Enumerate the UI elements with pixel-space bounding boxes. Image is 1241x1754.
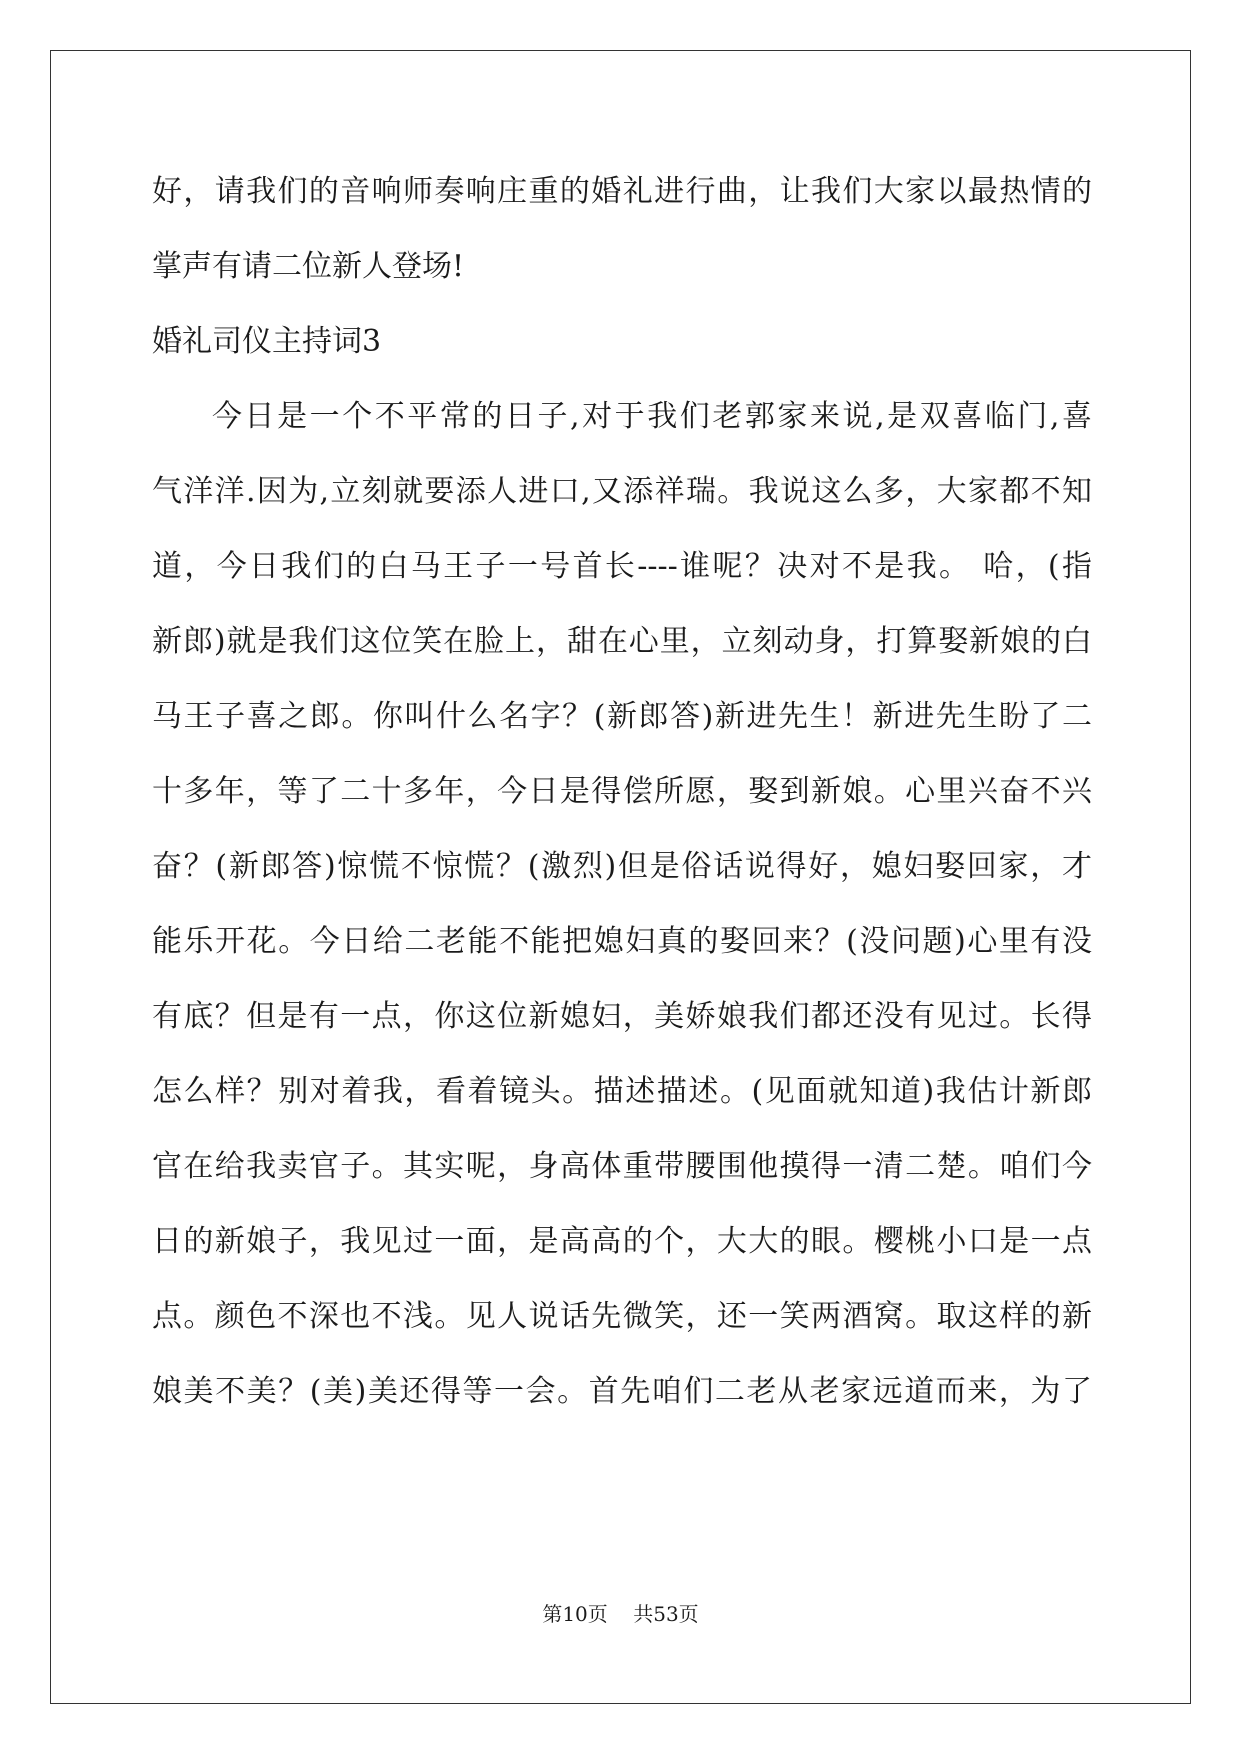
text-line: 气洋洋.因为,立刻就要添人进口,又添祥瑞。我说这么多，大家都不知: [152, 474, 1092, 509]
text-line: 有底？但是有一点，你这位新媳妇，美娇娘我们都还没有见过。长得: [152, 999, 1092, 1034]
text-line: 十多年，等了二十多年，今日是得偿所愿，娶到新娘。心里兴奋不兴: [152, 774, 1092, 809]
text-line: 官在给我卖官子。其实呢，身高体重带腰围他摸得一清二楚。咱们今: [152, 1149, 1092, 1184]
text-line: 好，请我们的音响师奏响庄重的婚礼进行曲，让我们大家以最热情的: [152, 174, 1092, 209]
footer-page-number: 10: [562, 1602, 588, 1626]
text-line: 马王子喜之郎。你叫什么名字？(新郎答)新进先生！新进先生盼了二: [152, 699, 1092, 734]
text-line: 娘美不美？(美)美还得等一会。首先咱们二老从老家远道而来，为了: [152, 1374, 1092, 1409]
footer-total-prefix: 共: [633, 1602, 654, 1626]
text-line: 今日是一个不平常的日子,对于我们老郭家来说,是双喜临门,喜: [212, 399, 1092, 434]
page-footer: [0, 1600, 1241, 1628]
text-line: 点。颜色不深也不浅。见人说话先微笑，还一笑两酒窝。取这样的新: [152, 1299, 1092, 1334]
footer-page-prefix: 第: [542, 1602, 563, 1626]
text-line: 道，今日我们的白马王子一号首长----谁呢？决对不是我。 哈，(指: [152, 549, 1092, 584]
text-line: 奋？(新郎答)惊慌不惊慌？(激烈)但是俗话说得好，媳妇娶回家，才: [152, 849, 1092, 884]
footer-page-suffix: 页: [587, 1602, 608, 1626]
text-line: 掌声有请二位新人登场!: [152, 249, 465, 284]
footer-total-suffix: 页: [678, 1602, 699, 1626]
footer-total-pages: 53: [653, 1602, 679, 1626]
text-line: 新郎)就是我们这位笑在脸上，甜在心里，立刻动身，打算娶新娘的白: [152, 624, 1092, 659]
section-title: 婚礼司仪主持词3: [152, 324, 382, 359]
text-line: 日的新娘子，我见过一面，是高高的个，大大的眼。樱桃小口是一点: [152, 1224, 1092, 1259]
text-line: 怎么样？别对着我，看着镜头。描述描述。(见面就知道)我估计新郎: [152, 1074, 1092, 1109]
text-line: 能乐开花。今日给二老能不能把媳妇真的娶回来？(没问题)心里有没: [152, 924, 1092, 959]
